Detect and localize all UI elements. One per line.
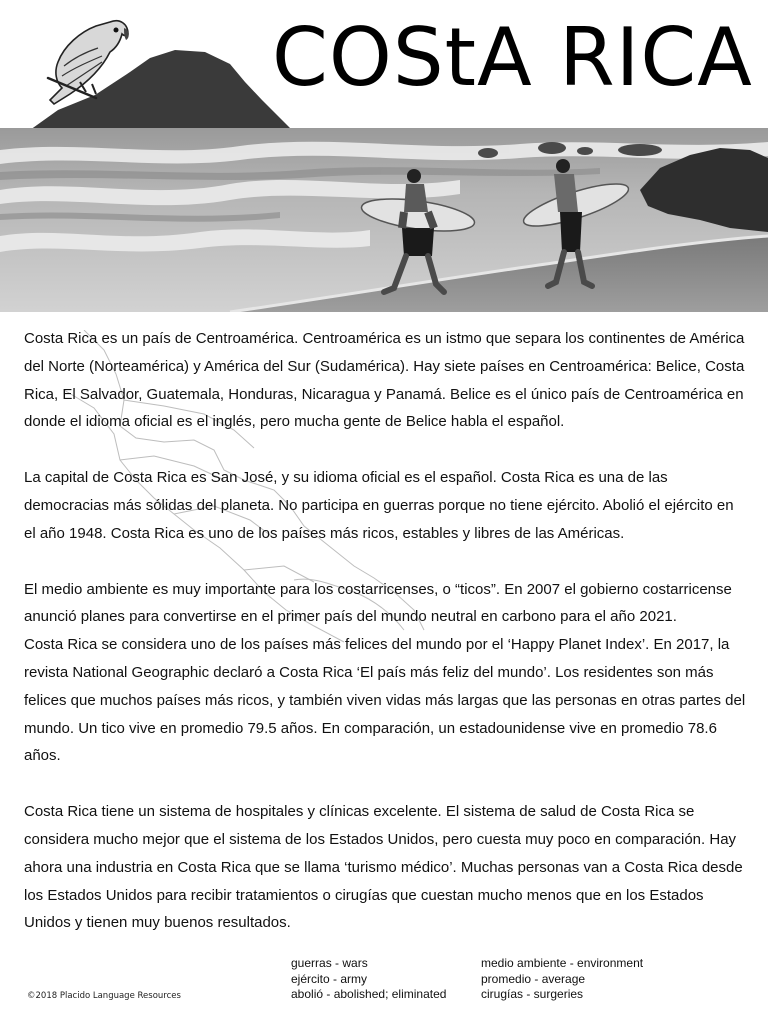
paragraph-capital: La capital de Costa Rica es San José, y su idioma oficial es el español. Costa Rica es una de las democracias más sólidas del planeta. No participa en guerras porque no tiene ejército. Abolió el ejército en el año 1948. Costa Rica es uno de los países más ricos, estables y libres de las Américas. (24, 469, 734, 542)
paragraph-environment: El medio ambiente es muy importante para los costarricenses, o “ticos”. En 2007 el gobierno costarricense anunció planes para convertirse en el primer país del mundo neutral en carbono para el año 2021. (24, 580, 732, 626)
copyright-notice: ©2018 Placido Language Resources (27, 991, 181, 1001)
vocab-item: abolió - abolished; eliminated (291, 987, 447, 1002)
vocab-item: cirugías - surgeries (481, 987, 584, 1002)
article-body (24, 325, 748, 965)
parrot-icon (40, 12, 132, 108)
paragraph-happiness: Costa Rica se considera uno de los países más felices del mundo por el ‘Happy Planet Index’. En 2017, la revista National Geographic declaró a Costa Rica ‘El país más feliz del mundo’. Los residentes son más felices que muchos países más ricos, y también viven vidas más largas que las personas en otras partes del mundo. Un tico vive en promedio 79.5 años. En comparación, un estadounidense vive en promedio 78.6 años. (24, 636, 746, 765)
vocab-item: medio ambiente - environment (481, 956, 644, 970)
vocab-item: ejército - army (291, 971, 368, 986)
vocab-item: guerras - wars (291, 956, 368, 970)
paragraph-intro: Costa Rica es un país de Centroamérica. Centroamérica es un istmo que separa los continentes de América del Norte (Norteamérica) y América del Sur (Sudamérica). Hay siete países en Centroamérica: Belice, Costa Rica, El Salvador, Guatemala, Honduras, Nicaragua y Panamá. Belice es el único país de Centroamérica en donde el idioma oficial es el inglés, pero mucha gente de Belice habla el español. (24, 330, 745, 431)
page-title: COStA RICA (272, 11, 753, 104)
vocabulary-list-left (291, 956, 446, 1003)
vocabulary-list-right (481, 956, 643, 1003)
vocab-item: promedio - average (481, 971, 586, 986)
paragraph-healthcare: Costa Rica tiene un sistema de hospitales y clínicas excelente. El sistema de salud de Costa Rica se considera mucho mejor que el sistema de los Estados Unidos, pero cuesta muy poco en comparación. Hay ahora una industria en Costa Rica que se llama ‘turismo médico’. Muchas personas van a Costa Rica desde los Estados Unidos para recibir tratamientos o cirugías que cuestan mucho menos que en los Estados Unidos y tienen muy buenos resultados. (24, 803, 743, 932)
